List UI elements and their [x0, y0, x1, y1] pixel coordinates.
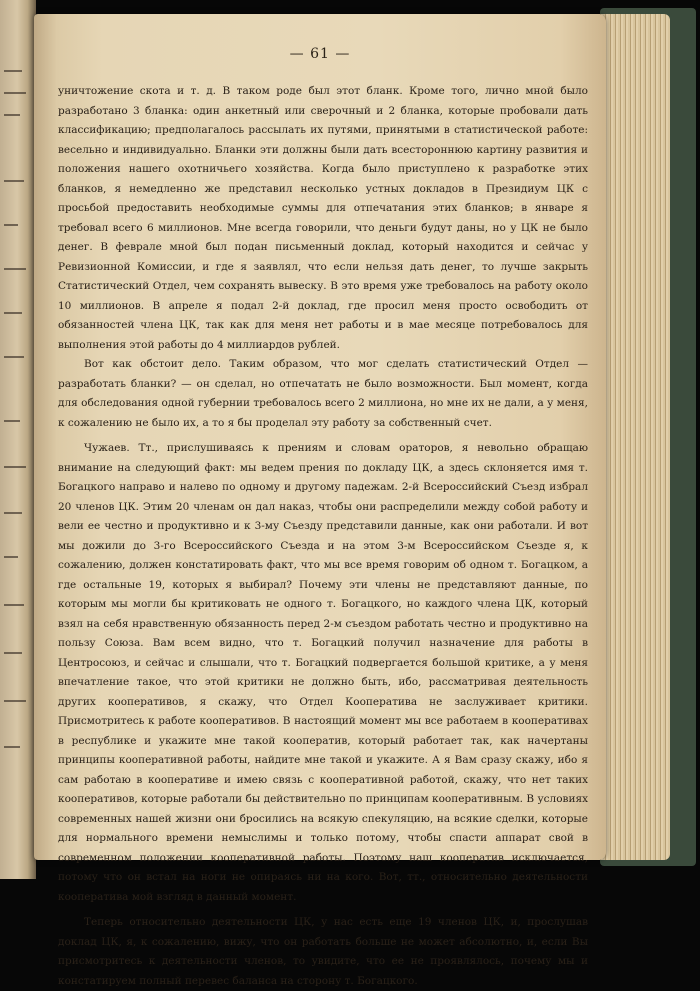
facing-page-edge	[0, 0, 36, 879]
paragraph: Вот как обстоит дело. Таким образом, что мог сделать статистический Отдел — разработать бланки? — он сделал, но отпечатать не было возможности. Был момент, когда для обследования одной губернии требовалось всего 2 миллиона, но мне их не дали, а у меня, к сожалению не было их, а то я бы проделал эту работу за собственный счет.	[58, 358, 588, 429]
paragraph: Чужаев. Тт., прислушиваясь к прениям и словам ораторов, я невольно обращаю внимание на следующий факт: мы ведем прения по докладу ЦК, а здесь склоняется имя т. Богацкого направо и налево по одному и другому падежам. 2-й Всероссийский Съезд избрал 20 членов ЦК. Этим 20 членам он дал наказ, чтобы они распределили между собой работу и вели ее честно и продуктивно и к 3-му Съезду представили данные, как они работали. И вот мы дожили до 3-го Всероссийского Съезда и на этом 3-м Всероссийском Съезде я, к сожалению, должен констатировать факт, что мы все время говорим об одном т. Богацком, а где остальные 19, которых я выбирал? Почему эти члены не представляют данные, по которым мы могли бы критиковать не одного т. Богацкого, но каждого члена ЦК, который взял на себя нравственную обязанность перед 2-м съездом работать честно и продуктивно на пользу Союза. Вам всем видно, что т. Богацкий получил назначение для работы в Центросоюз, и сейчас и слышали, что т. Богацкий подвергается большой критике, а у меня впечатление такое, что этой критики не должно быть, ибо, рассматривая деятельность других кооперативов, я скажу, что Отдел Кооператива не заслуживает критики. Присмотритесь к работе кооперативов. В настоящий момент мы все работаем в кооперативах в республике и укажите мне такой кооператив, который работает так, как начертаны принципы кооперативной работы, найдите мне такой и укажите. А я Вам сразу скажу, ибо я сам работаю в кооперативе и имею связь с кооперативной работой, скажу, что нет таких кооперативов, которые работали бы действительно по принципам кооперативным. В условиях современных нашей жизни они бросились на всякую спекуляцию, на всякие сделки, которые для нормального времени немыслимы и только потому, чтобы спасти аппарат свой в современном положении кооперативной работы. Поэтому наш кооператив исключается, потому что он встал на ноги не опираясь ни на кого. Вот, тт., относительно деятельности кооператива мой взгляд в данный момент.	[58, 442, 588, 903]
paragraph: уничтожение скота и т. д. В таком роде был этот бланк. Кроме того, лично мной было разработано 3 бланка: один анкетный или сверочный и 2 бланка, которые пробовали дать классификацию; предполагалось рассылать их путями, принятыми в статистической работе: весельно и индивидуально. Бланки эти должны были дать всестороннюю картину развития и положения нашего охотничьего хозяйства. Когда было приступлено к разработке этих бланков, я немедленно же представил несколько устных докладов в Президиум ЦК с просьбой предоставить необходимые суммы для отпечатания этих бланков; в январе я требовал всего 6 миллионов. Мне всегда говорили, что деньги будут даны, но у ЦК не было денег. В феврале мной был подан письменный доклад, который находится и сейчас у Ревизионной Комиссии, и где я заявлял, что если нельзя дать денег, то лучше закрыть Статистический Отдел, чем сохранять вывеску. В это время уже требовалось на работу около 10 миллионов. В апреле я подал 2-й доклад, где просил меня просто освободить от обязанностей члена ЦК, так как для меня нет работы и в мае месяце потребовалось для выполнения этой работы до 4 миллиардов рублей.	[58, 85, 588, 351]
page-body	[58, 82, 588, 991]
paragraph: Теперь относительно деятельности ЦК, у нас есть еще 19 членов ЦК, и, прослушав доклад ЦК, я, к сожалению, вижу, что он работать больше не может абсолютно, и, если Вы присмотритесь к деятельности членов, то увидите, что ее не проявлялось, почему мы и констатируем полный перевес баланса на сторону т. Богацкого.	[58, 916, 588, 987]
page-edges	[598, 14, 670, 860]
book-page	[34, 14, 606, 987]
page-number: — 61 —	[289, 46, 351, 62]
